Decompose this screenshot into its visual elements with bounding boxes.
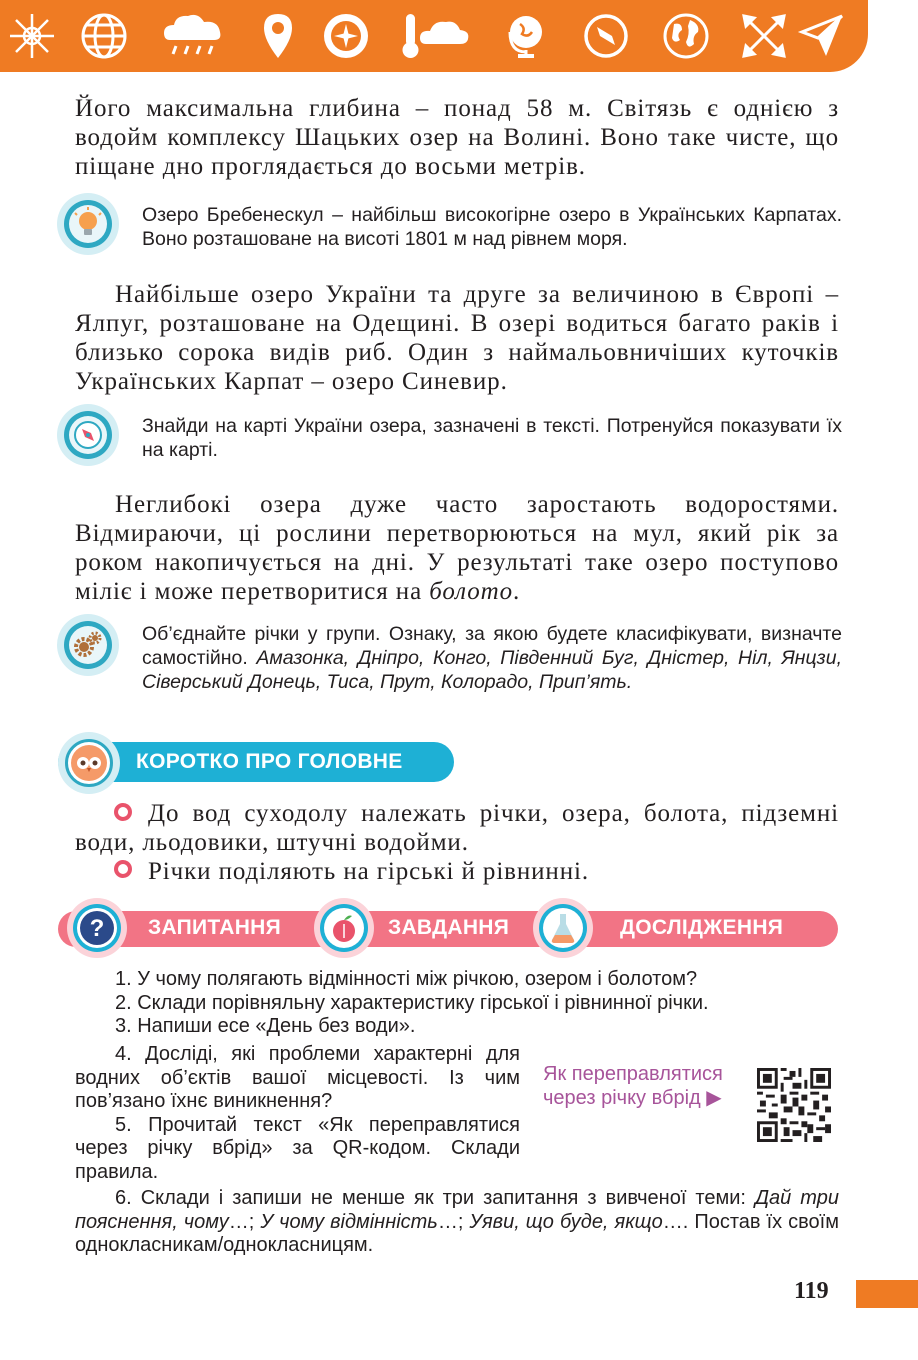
qr-code[interactable] bbox=[757, 1068, 831, 1142]
location-pin-icon bbox=[252, 10, 304, 62]
gears-icon bbox=[69, 626, 107, 664]
tab-research: ДОСЛІДЖЕННЯ bbox=[620, 916, 784, 939]
term-boloto: болото bbox=[429, 578, 514, 605]
page-number: 119 bbox=[794, 1278, 829, 1304]
globe-grid-icon bbox=[78, 10, 130, 62]
task-3: 3. Напиши есе «День без води». bbox=[115, 1015, 416, 1037]
compass-needle-icon bbox=[580, 10, 632, 62]
qr-link[interactable] bbox=[543, 1062, 733, 1110]
paragraph-1: Його максимальна глибина – понад 58 м. Світязь є однією з водойм комплексу Шацьких озер на Волині. Воно таке чисте, що піщане дно проглядається до восьми метрів. bbox=[75, 95, 839, 180]
paragraph-3 bbox=[75, 490, 839, 606]
research-badge bbox=[533, 898, 593, 958]
tab-tasks: ЗАВДАННЯ bbox=[388, 916, 510, 939]
task-6-italic-3: Уяви, що буде, якщо bbox=[469, 1210, 663, 1233]
flask-icon bbox=[543, 908, 583, 948]
apple-icon bbox=[324, 908, 364, 948]
task-6-part-c: …; bbox=[437, 1210, 470, 1233]
question-badge bbox=[67, 898, 127, 958]
lightbulb-icon bbox=[69, 205, 107, 243]
map-task-badge bbox=[57, 404, 119, 466]
task-6 bbox=[75, 1187, 839, 1258]
compass-icon bbox=[320, 10, 372, 62]
summary-title: КОРОТКО ПРО ГОЛОВНЕ bbox=[136, 750, 403, 773]
rivers-list: Амазонка, Дніпро, Конго, Південний Буг, Дністер, Ніл, Янцзи, Сіверський Донець, Тиса, Прут, Колорадо, Прип’ять. bbox=[142, 647, 842, 693]
play-arrow-icon: ▶ bbox=[706, 1087, 722, 1109]
task-1: 1. У чому полягають відмінності між річкою, озером і болотом? bbox=[115, 968, 698, 990]
task-list-narrow bbox=[75, 1043, 520, 1184]
qr-link-text[interactable]: Як переправлятися через річку вбрід bbox=[543, 1063, 723, 1109]
owl-icon bbox=[71, 745, 107, 781]
idea-badge bbox=[57, 193, 119, 255]
task-2: 2. Склади порівняльну характеристику гірської і рівнинної річки. bbox=[115, 991, 709, 1014]
header-band bbox=[0, 0, 868, 72]
tab-questions: ЗАПИТАННЯ bbox=[148, 916, 282, 939]
compass-rose-icon bbox=[6, 10, 58, 62]
paragraph-3-end: . bbox=[513, 578, 521, 605]
summary-item: Річки поділяють на гірські й рівнинні. bbox=[148, 858, 589, 885]
page-number-tab bbox=[856, 1280, 918, 1308]
summary-item: До вод суходолу належать річки, озера, болота, підземні води, льодовики, штучні водойми. bbox=[75, 800, 839, 856]
paper-plane-icon bbox=[796, 10, 848, 62]
summary-badge bbox=[58, 732, 120, 794]
task-4: 4. Дослідi, які проблеми характерні для водних об’єктів вашої місцевості. Із чим пов’язано їхнє виникнення? bbox=[75, 1043, 520, 1112]
world-globe-icon bbox=[660, 10, 712, 62]
task-6-part-d: …. Постав їх своїм однокласникам/однокласницям. bbox=[75, 1210, 839, 1256]
gears-badge bbox=[57, 614, 119, 676]
svg-text:?: ? bbox=[89, 915, 105, 942]
task-badge bbox=[314, 898, 374, 958]
note-map: Знайди на карті України озера, зазначені в тексті. Потренуйся показувати їх на карті. bbox=[142, 415, 842, 461]
question-mark-icon bbox=[77, 908, 117, 948]
rain-cloud-icon bbox=[160, 10, 226, 62]
desk-globe-icon bbox=[500, 10, 552, 62]
task-6-part-b: …; bbox=[228, 1210, 261, 1233]
task-list bbox=[75, 968, 839, 1039]
task-5: 5. Прочитай текст «Як переправлятися через річку вбрід» за QR-кодом. Склади правила. bbox=[75, 1113, 520, 1183]
thermometer-cloud-icon bbox=[400, 10, 472, 62]
note-gears-text: Об’єднайте річки у групи. Ознаку, за якою будете класифікувати, визначте самостійно. bbox=[142, 623, 842, 669]
task-6-part-a: 6. Склади і запиши не менше як три запитання з вивченої теми: bbox=[115, 1187, 755, 1209]
note-idea: Озеро Бребенескул – найбільш високогірне озеро в Українських Карпатах. Воно розташоване на висоті 1801 м над рівнем моря. bbox=[142, 204, 842, 250]
note-gears bbox=[142, 622, 842, 694]
task-6-italic-2: У чому відмінність bbox=[260, 1210, 438, 1233]
paragraph-2: Найбільше озеро України та друге за величиною в Європі – Ялпуг, розташоване на Одещині. В озері водиться багато раків і близько сорока видів риб. Один з наймальовничіших куточків Українських Карпат – озеро Синевир. bbox=[75, 281, 839, 395]
paragraph-3-text: Неглибокі озера дуже часто заростають водоростями. Відмираючи, ці рослини перетворюються на мул, який рік за роком накопичується на дні. У результаті таке озеро поступово міліє і може перетворитися на bbox=[75, 491, 839, 605]
task-6-italic-1: Дай три пояснення, чому bbox=[75, 1187, 839, 1233]
compass-icon bbox=[69, 416, 107, 454]
directions-arrows-icon bbox=[738, 10, 790, 62]
